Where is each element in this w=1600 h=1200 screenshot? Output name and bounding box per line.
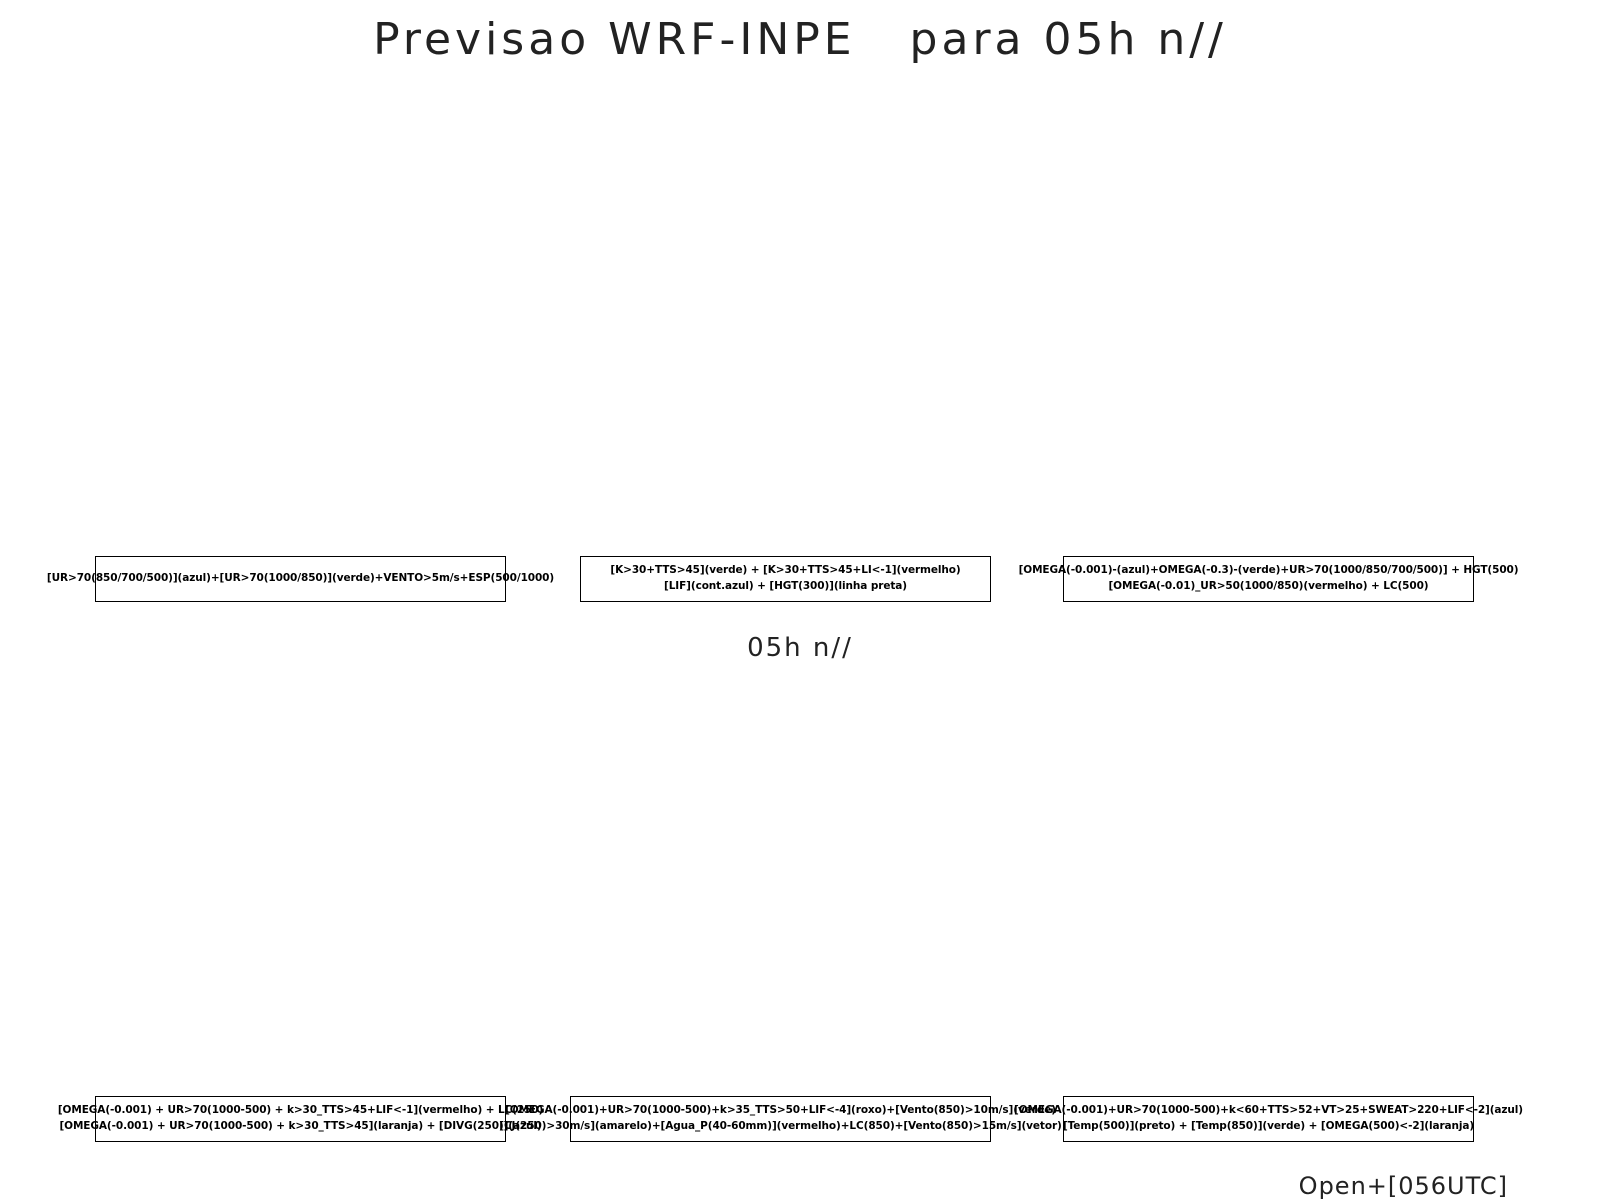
legend-box-top-right bbox=[1018, 556, 1519, 602]
legend-line: [OMEGA(-0.001) + UR>70(1000-500) + k>30_TTS>45](laranja) + [DIVG(250)](azul) bbox=[59, 1120, 542, 1132]
legend-box-bottom-left bbox=[57, 1096, 544, 1142]
legend-line: [LIF](cont.azul) + [HGT(300)](linha preta) bbox=[664, 580, 907, 592]
legend-box-bottom-right bbox=[1014, 1096, 1523, 1142]
legend-line: [K>30+TTS>45](verde) + [K>30+TTS>45+LI<-1](vermelho) bbox=[610, 564, 961, 577]
legend-line: [OMEGA(-0.001)-(azul)+OMEGA(-0.3)-(verde)+UR>70(1000/850/700/500)] + HGT(500) bbox=[1018, 564, 1519, 577]
legend-line: [OMEGA(-0.01)_UR>50(1000/850)(vermelho) + LC(500) bbox=[1108, 580, 1429, 592]
legend-line: [OMEGA(-0.001)+UR>70(1000-500)+k>35_TTS>50+LIF<-4](roxo)+[Vento(850)>10m/s](verde) bbox=[505, 1104, 1056, 1117]
legend-line: [OMEGA(-0.001) + UR>70(1000-500) + k>30_TTS>45+LIF<-1](vermelho) + LC(250) bbox=[57, 1104, 544, 1117]
legend-line: [CJ(250)>30m/s](amarelo)+[Agua_P(40-60mm)](vermelho)+LC(850)+[Vento(850)>15m/s](vetor) bbox=[499, 1120, 1062, 1132]
page-title: Previsao WRF-INPE para 05h n// bbox=[373, 14, 1227, 65]
legend-line: [Temp(500)](preto) + [Temp(850)](verde) + [OMEGA(500)<-2](laranja) bbox=[1062, 1120, 1475, 1132]
legend-box-top-center bbox=[580, 556, 991, 602]
legend-line: [OMEGA(-0.001)+UR>70(1000-500)+k<60+TTS>52+VT>25+SWEAT>220+LIF<-2](azul) bbox=[1014, 1104, 1523, 1117]
legend-line: [UR>70(850/700/500)](azul)+[UR>70(1000/850)](verde)+VENTO>5m/s+ESP(500/1000) bbox=[46, 572, 555, 585]
legend-box-bottom-center bbox=[499, 1096, 1062, 1142]
footer-label: Open+[056UTC] bbox=[1298, 1172, 1508, 1200]
legend-box-top-left bbox=[46, 556, 555, 602]
mid-section-title: 05h n// bbox=[747, 633, 853, 663]
